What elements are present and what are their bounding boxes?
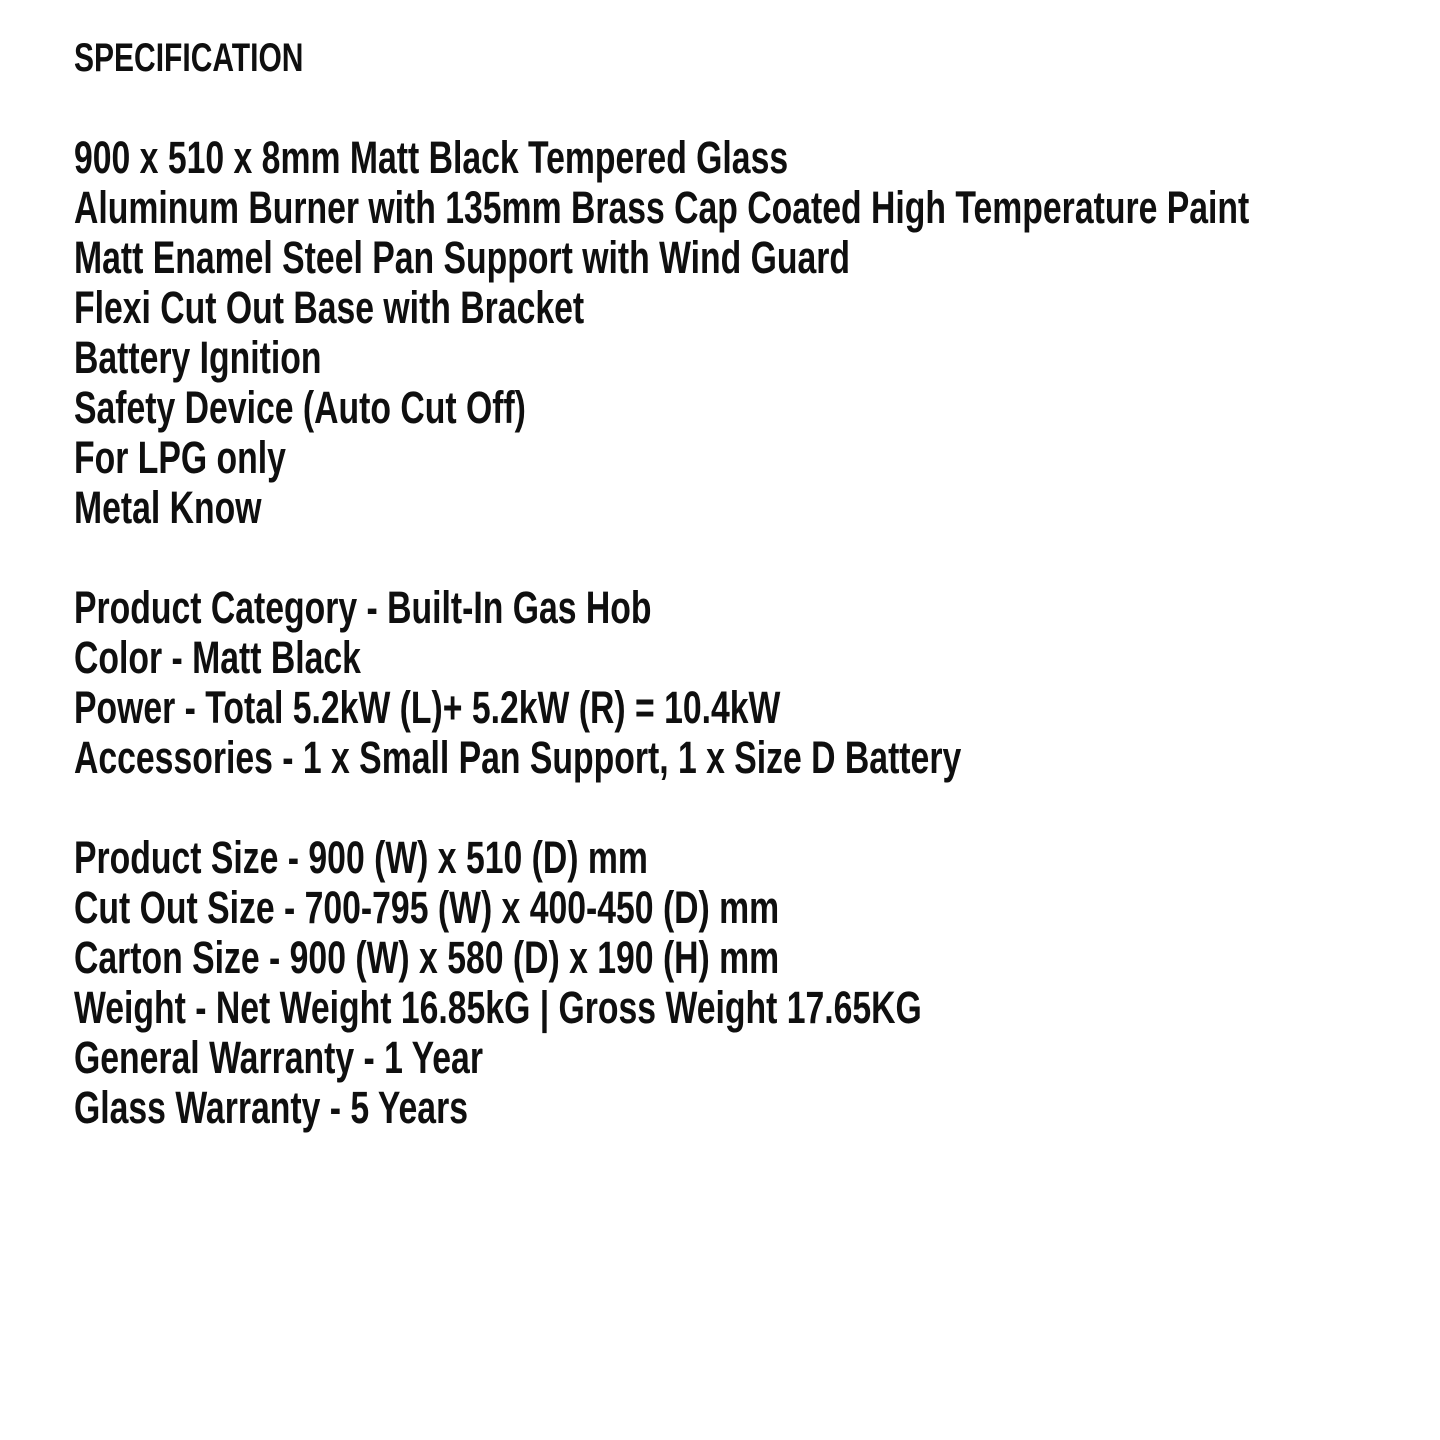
spec-line: Glass Warranty - 5 Years xyxy=(74,1082,468,1133)
spec-line: Product Size - 900 (W) x 510 (D) mm xyxy=(74,832,648,883)
spec-line: Aluminum Burner with 135mm Brass Cap Coated High Temperature Paint xyxy=(74,182,1250,233)
spec-line: Power - Total 5.2kW (L)+ 5.2kW (R) = 10.4kW xyxy=(74,682,781,733)
spec-line: Accessories - 1 x Small Pan Support, 1 x Size D Battery xyxy=(74,732,962,783)
spec-line: Product Category - Built-In Gas Hob xyxy=(74,582,652,633)
spec-line: Weight - Net Weight 16.85kG | Gross Weight 17.65KG xyxy=(74,982,922,1033)
spec-line: Metal Know xyxy=(74,482,262,533)
page-title: SPECIFICATION xyxy=(74,36,304,80)
spec-line: For LPG only xyxy=(74,432,286,483)
spec-line: Safety Device (Auto Cut Off) xyxy=(74,382,526,433)
spec-line: Color - Matt Black xyxy=(74,632,361,683)
spec-line: 900 x 510 x 8mm Matt Black Tempered Glass xyxy=(74,132,789,183)
section-dimensions-warranty xyxy=(74,833,1440,1133)
spec-line: Battery Ignition xyxy=(74,332,322,383)
spec-line: Matt Enamel Steel Pan Support with Wind Guard xyxy=(74,232,851,283)
spec-line: General Warranty - 1 Year xyxy=(74,1032,483,1083)
spec-line: Cut Out Size - 700-795 (W) x 400-450 (D) mm xyxy=(74,882,780,933)
section-product-details xyxy=(74,583,1440,783)
spec-line: Flexi Cut Out Base with Bracket xyxy=(74,282,585,333)
spec-line: Carton Size - 900 (W) x 580 (D) x 190 (H) mm xyxy=(74,932,780,983)
section-features xyxy=(74,133,1440,533)
